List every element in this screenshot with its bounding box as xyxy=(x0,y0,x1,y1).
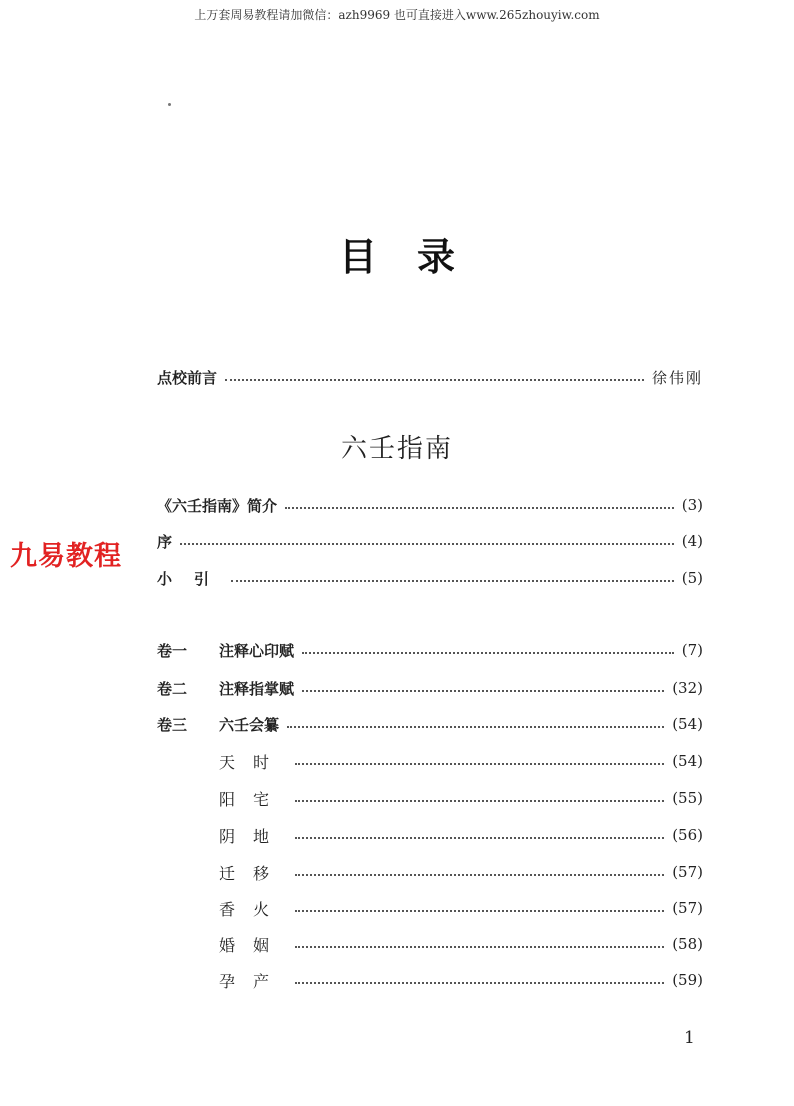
leader-dots xyxy=(295,946,664,948)
toc-page: (57) xyxy=(672,863,703,881)
toc-label: 小引 xyxy=(157,569,232,588)
toc-label: 阴地 xyxy=(219,826,288,846)
toc-entry-sub[interactable] xyxy=(219,787,703,809)
leader-dots xyxy=(302,690,664,692)
toc-page: (58) xyxy=(672,935,703,953)
leader-dots xyxy=(295,874,664,876)
toc-entry[interactable] xyxy=(157,494,703,516)
toc-entry-sub[interactable] xyxy=(219,897,703,919)
toc-entry-sub[interactable] xyxy=(219,969,703,991)
toc-page: (59) xyxy=(672,971,703,989)
toc-label: 天时 xyxy=(219,752,288,772)
toc-entry-volume[interactable] xyxy=(157,713,703,735)
leader-dots xyxy=(231,580,674,582)
toc-label: 注释指掌赋 xyxy=(219,679,295,698)
leader-dots xyxy=(295,837,664,839)
toc-label: 点校前言 xyxy=(157,368,218,387)
toc-entry-preface[interactable] xyxy=(157,366,703,388)
toc-page: (7) xyxy=(681,641,703,659)
leader-dots xyxy=(295,800,664,802)
toc-entry-volume[interactable] xyxy=(157,639,703,661)
leader-dots xyxy=(287,726,664,728)
toc-page: (5) xyxy=(681,569,703,587)
toc-volume: 卷一 xyxy=(157,641,188,660)
toc-volume: 卷三 xyxy=(157,715,188,734)
toc-author: 徐伟刚 xyxy=(651,368,703,387)
leader-dots xyxy=(225,379,644,381)
toc-page: (56) xyxy=(672,826,703,844)
toc-label: 香火 xyxy=(219,899,288,919)
toc-label: 《六壬指南》简介 xyxy=(157,496,278,515)
toc-page: (57) xyxy=(672,899,703,917)
toc-page: (32) xyxy=(672,679,703,697)
leader-dots xyxy=(295,763,664,765)
toc-entry-sub[interactable] xyxy=(219,750,703,772)
toc-entry-volume[interactable] xyxy=(157,677,703,699)
leader-dots xyxy=(295,910,664,912)
section-title: 六壬指南 xyxy=(340,434,453,464)
toc-page: (55) xyxy=(672,789,703,807)
toc-entry-sub[interactable] xyxy=(219,824,703,846)
toc-label: 注释心印赋 xyxy=(219,641,295,660)
toc-page: (3) xyxy=(681,496,703,514)
leader-dots xyxy=(302,652,674,654)
toc-entry[interactable] xyxy=(157,567,703,589)
leader-dots xyxy=(180,543,674,545)
toc-label: 序 xyxy=(157,532,173,551)
toc-page: (4) xyxy=(681,532,703,550)
leader-dots xyxy=(285,507,674,509)
toc-page: (54) xyxy=(672,752,703,770)
toc-page: (54) xyxy=(672,715,703,733)
leader-dots xyxy=(295,982,664,984)
page-title: 目录 xyxy=(338,235,495,279)
toc-label: 阳宅 xyxy=(219,789,288,809)
toc-label: 孕产 xyxy=(219,971,288,991)
toc-label: 婚姻 xyxy=(219,935,288,955)
toc-entry-sub[interactable] xyxy=(219,861,703,883)
page-number: 1 xyxy=(684,1028,695,1048)
scan-speck xyxy=(168,103,171,106)
toc-volume: 卷二 xyxy=(157,679,188,698)
toc-entry-sub[interactable] xyxy=(219,933,703,955)
watermark: 九易教程 xyxy=(10,541,122,572)
header-note: 上万套周易教程请加微信：azh9969 也可直接进入www.265zhouyiw.com xyxy=(194,8,600,22)
toc-label: 迁移 xyxy=(219,863,288,883)
toc-label: 六壬会纂 xyxy=(219,715,280,734)
toc-entry[interactable] xyxy=(157,530,703,552)
